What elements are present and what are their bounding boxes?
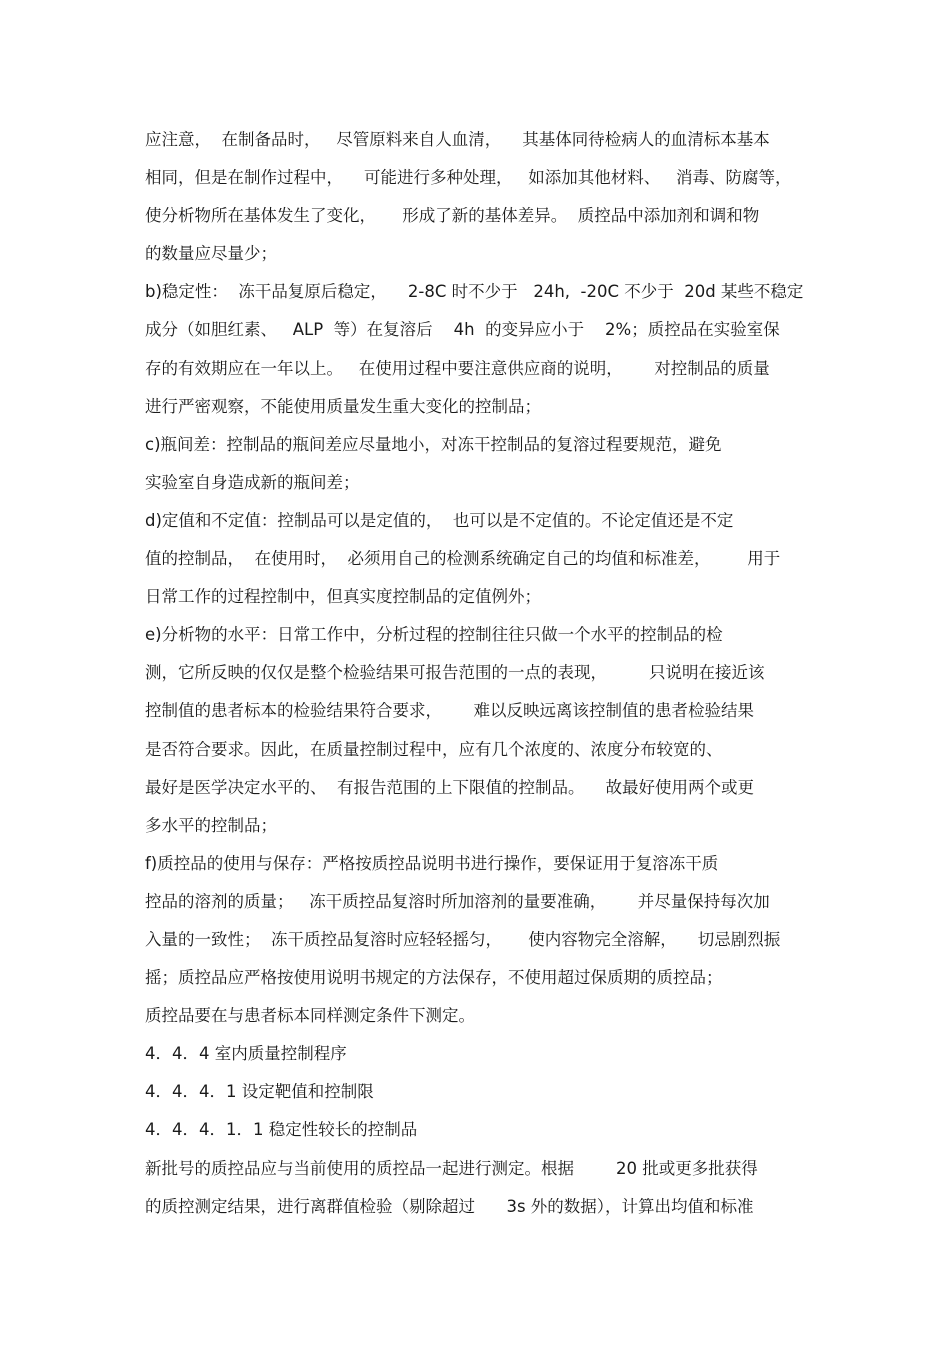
body-line: 摇；质控品应严格按使用说明书规定的方法保存，不使用超过保质期的质控品； — [145, 968, 723, 988]
body-line: 应注意， 在制备品时， 尽管原料来自人血清， 其基体同待检病人的血清标本基本 — [145, 130, 770, 149]
body-line: 是否符合要求。因此，在质量控制过程中，应有几个浓度的、浓度分布较宽的、 — [145, 739, 723, 759]
body-line: 质控品要在与患者标本同样测定条件下测定。 — [145, 1006, 475, 1026]
body-line: 控制值的患者标本的检验结果符合要求， 难以反映远离该控制值的患者检验结果 — [145, 701, 754, 721]
body-line: 实验室自身造成新的瓶间差； — [145, 472, 360, 492]
body-line: 入量的一致性； 冻干质控品复溶时应轻轻摇匀， 使内容物完全溶解， 切忌剧烈振 — [145, 929, 781, 949]
section-e-analyte-level: e)分析物的水平：日常工作中，分析过程的控制往往只做一个水平的控制品的检 — [145, 625, 723, 645]
heading-4-4-4-1-1: 4．4．4．1．1 稳定性较长的控制品 — [145, 1120, 418, 1140]
body-line: 多水平的控制品； — [145, 815, 277, 835]
heading-4-4-4-1: 4．4．4．1 设定靶值和控制限 — [145, 1082, 374, 1102]
body-line: 控品的溶剂的质量； 冻干质控品复溶时所加溶剂的量要准确， 并尽量保持每次加 — [145, 891, 770, 911]
body-line: 新批号的质控品应与当前使用的质控品一起进行测定。根据 20 批或更多批获得 — [145, 1158, 758, 1178]
body-line: 进行严密观察，不能使用质量发生重大变化的控制品； — [145, 396, 541, 416]
body-line: 相同，但是在制作过程中， 可能进行多种处理， 如添加其他材料、 消毒、防腐等， — [145, 168, 792, 188]
heading-4-4-4: 4．4．4 室内质量控制程序 — [145, 1044, 347, 1064]
body-line: 日常工作的过程控制中，但真实度控制品的定值例外； — [145, 587, 541, 607]
section-f-use-and-storage: f)质控品的使用与保存：严格按质控品说明书进行操作，要保证用于复溶冻干质 — [145, 853, 719, 873]
section-c-vial-difference: c)瓶间差：控制品的瓶间差应尽量地小，对冻干控制品的复溶过程要规范，避免 — [145, 434, 722, 454]
body-line: 使分析物所在基体发生了变化， 形成了新的基体差异。 质控品中添加剂和调和物 — [145, 206, 760, 226]
body-line: 的数量应尽量少； — [145, 244, 277, 264]
body-line: 值的控制品， 在使用时， 必须用自己的检测系统确定自己的均值和标准差， 用于 — [145, 549, 781, 569]
section-b-stability: b)稳定性： 冻干品复原后稳定， 2-8C 时不少于 24h, -20C 不少于 20d 某些不稳定 — [145, 282, 804, 302]
body-line: 存的有效期应在一年以上。 在使用过程中要注意供应商的说明， 对控制品的质量 — [145, 358, 770, 378]
body-line: 成分（如胆红素、 ALP 等）在复溶后 4h 的变异应小于 2%；质控品在实验室保 — [145, 320, 780, 340]
body-line: 测，它所反映的仅仅是整个检验结果可报告范围的一点的表现， 只说明在接近该 — [145, 663, 765, 683]
body-line: 的质控测定结果，进行离群值检验（剔除超过 3s 外的数据），计算出均值和标准 — [145, 1196, 754, 1216]
body-line: 最好是医学决定水平的、 有报告范围的上下限值的控制品。 故最好使用两个或更 — [145, 777, 754, 797]
section-d-assigned-value: d)定值和不定值：控制品可以是定值的， 也可以是不定值的。不论定值还是不定 — [145, 510, 734, 530]
document-body — [145, 121, 810, 1226]
